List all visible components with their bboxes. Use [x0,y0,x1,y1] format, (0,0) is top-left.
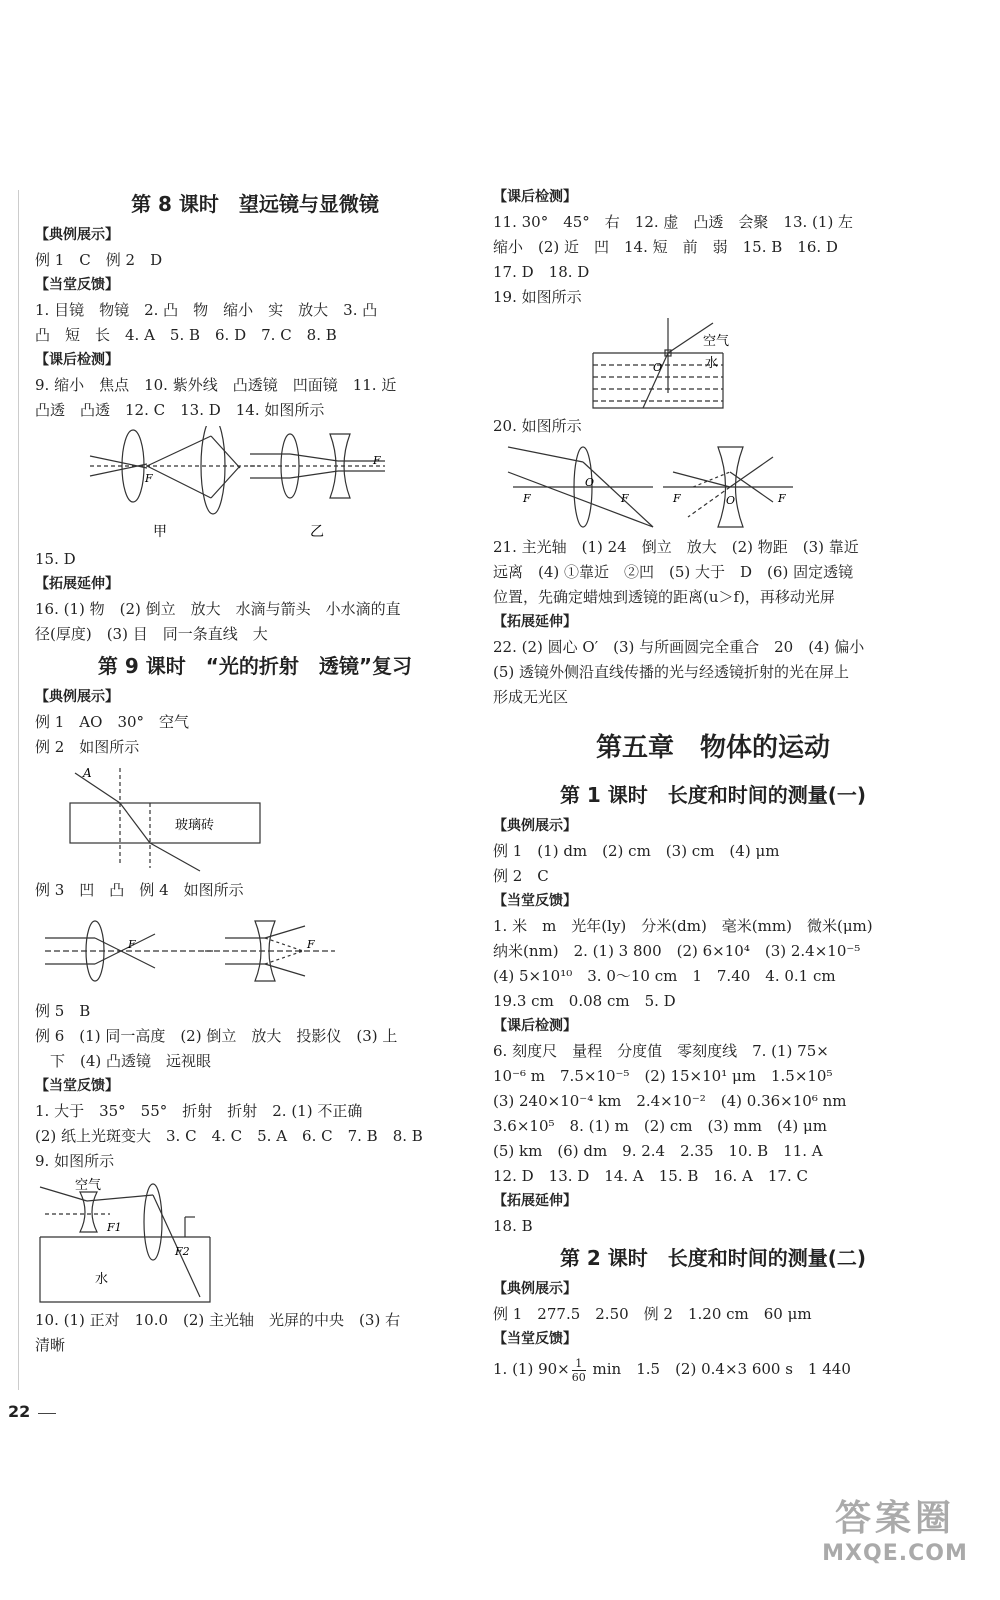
fig-label-air: 空气 [75,1178,102,1193]
fig-label-F2: F2 [175,1245,190,1258]
fig-label-water: 水 [705,356,719,371]
answer-line: 12. D 13. D 14. A 15. B 16. A 17. C [493,1167,808,1185]
answer-line: 1. 目镜 物镜 2. 凸 物 缩小 实 放大 3. 凸 [35,301,378,319]
section-tag: 【拓展延伸】 [493,1193,577,1209]
section-tag: 【课后检测】 [35,352,119,368]
fig-label-yi: 乙 [310,524,324,540]
binding-line [18,190,19,1390]
fig-label-F: F [523,492,531,505]
lesson-2-title: 第 2 课时 长度和时间的测量(二) [559,1246,867,1270]
answer-line: 径(厚度) (3) 目 同一条直线 大 [35,625,268,643]
answer-line: 6. 刻度尺 量程 分度值 零刻度线 7. (1) 75× [493,1042,829,1060]
section-tag: 【当堂反馈】 [493,893,577,909]
right-column [493,185,933,1386]
fig-label-jia: 甲 [153,524,167,540]
page-number: 22 [8,1402,31,1421]
section-tag: 【当堂反馈】 [493,1331,577,1347]
answer-line: (3) 240×10⁻⁴ km 2.4×10⁻² (4) 0.36×10⁶ nm [493,1092,847,1110]
answer-text: min 1.5 (2) 0.4×3 600 s 1 440 [587,1360,851,1378]
answer-line: (4) 5×10¹⁰ 3. 0～10 cm 1 7.40 4. 0.1 cm [493,967,836,985]
answer-line: 例 2 C [493,867,549,885]
section-tag: 【典例展示】 [35,227,119,243]
answer-line: 10⁻⁶ m 7.5×10⁻⁵ (2) 15×10¹ μm 1.5×10⁵ [493,1067,833,1085]
fig-label-air: 空气 [703,334,730,349]
fig-label-O: O [653,361,663,374]
answer-line: 1. 米 m 光年(ly) 分米(dm) 毫米(mm) 微米(μm) [493,917,873,935]
fraction-denominator: 60 [571,1370,586,1384]
answer-line: 21. 主光轴 (1) 24 倒立 放大 (2) 物距 (3) 靠近 [493,538,859,556]
answer-line: 16. (1) 物 (2) 倒立 放大 水滴与箭头 小水滴的直 [35,600,401,618]
answer-line: 缩小 (2) 近 凹 14. 短 前 弱 15. B 16. D [493,238,838,256]
answer-line: 凸 短 长 4. A 5. B 6. D 7. C 8. B [35,326,337,344]
lesson-9-title: 第 9 课时 “光的折射 透镜”复习 [97,654,413,678]
section-tag: 【典例展示】 [35,689,119,705]
lesson-1-title: 第 1 课时 长度和时间的测量(一) [559,783,867,807]
chapter-5-title: 第五章 物体的运动 [595,733,830,763]
answer-line: 例 6 (1) 同一高度 (2) 倒立 放大 投影仪 (3) 上 [35,1027,398,1045]
answer-line: 例 1 AO 30° 空气 [35,713,190,731]
answer-line: 凸透 凸透 12. C 13. D 14. 如图所示 [35,401,325,419]
fraction-numerator: 1 [572,1357,586,1371]
answer-line: 例 2 如图所示 [35,738,140,756]
answer-line: 9. 如图所示 [35,1152,115,1170]
watermark [800,1490,990,1566]
section-tag: 【拓展延伸】 [493,614,577,630]
answer-line: (2) 纸上光斑变大 3. C 4. C 5. A 6. C 7. B 8. B [35,1127,423,1145]
answer-line: (5) km (6) dm 9. 2.4 2.35 10. B 11. A [493,1142,823,1160]
fig-label-F: F [778,492,786,505]
answer-line: 例 1 (1) dm (2) cm (3) cm (4) μm [493,842,780,860]
figure-water-tank [493,313,933,411]
fig-label-F: F [621,492,629,505]
figure-example4-lenses [35,906,475,996]
section-tag: 【课后检测】 [493,189,577,205]
section-tag: 【典例展示】 [493,1281,577,1297]
fig-label-water: 水 [95,1272,109,1287]
answer-line: 3.6×10⁵ 8. (1) m (2) cm (3) mm (4) μm [493,1117,827,1135]
fig-label-F: F [145,472,153,485]
watermark-text: 答案圈 [834,1498,955,1539]
answer-line: 11. 30° 45° 右 12. 虚 凸透 会聚 13. (1) 左 [493,213,854,231]
answer-line: 例 5 B [35,1002,91,1020]
section-tag: 【课后检测】 [493,1018,577,1034]
answer-line: 19. 如图所示 [493,288,582,306]
answer-text: 1. (1) 90× [493,1360,570,1378]
section-tag: 【当堂反馈】 [35,1078,119,1094]
fig-label-glass: 玻璃砖 [175,818,215,833]
answer-line: 纳米(nm) 2. (1) 3 800 (2) 6×10⁴ (3) 2.4×10⁻⁵ [493,942,861,960]
fig-label-F1: F1 [107,1221,122,1234]
answer-line: (5) 透镜外侧沿直线传播的光与经透镜折射的光在屏上 [493,663,850,681]
answer-line: 19.3 cm 0.08 cm 5. D [493,992,676,1010]
watermark-url: MXQE.COM [822,1541,968,1566]
figure-air-water-lenses [35,1177,475,1305]
section-tag: 【典例展示】 [493,818,577,834]
section-tag: 【当堂反馈】 [35,277,119,293]
figure-telescope-lens-diagram [35,426,475,544]
footer-rule [38,1413,56,1414]
answer-line: 9. 缩小 焦点 10. 紫外线 凸透镜 凹面镜 11. 近 [35,376,397,394]
fraction [572,1357,586,1384]
answer-line: 1. 大于 35° 55° 折射 折射 2. (1) 不正确 [35,1102,363,1120]
answer-line: 例 1 277.5 2.50 例 2 1.20 cm 60 μm [493,1305,812,1323]
answer-line: 例 3 凹 凸 例 4 如图所示 [35,881,244,899]
fig-label-F: F [673,492,681,505]
answer-line: 例 1 C 例 2 D [35,251,163,269]
answer-line: 15. D [35,550,76,568]
answer-line: 形成无光区 [493,688,569,706]
answer-line: 18. B [493,1217,533,1235]
lesson-8-title: 第 8 课时 望远镜与显微镜 [131,192,379,216]
fig-label-O: O [726,494,736,507]
fig-label-F: F [307,938,315,951]
fig-label-O: O [585,476,595,489]
answer-line: 20. 如图所示 [493,417,582,435]
answer-line: 10. (1) 正对 10.0 (2) 主光轴 光屏的中央 (3) 右 [35,1311,401,1329]
left-column [35,185,475,1358]
figure-glass-brick [35,763,475,875]
answer-line-fraction [493,1352,933,1386]
answer-line: 下 (4) 凸透镜 远视眼 [35,1052,212,1070]
answer-line: 位置，先确定蜡烛到透镜的距离(u＞f)，再移动光屏 [493,588,835,606]
answer-line: 清晰 [35,1336,66,1354]
fig-label-A: A [83,766,92,780]
fig-label-F: F [373,454,381,467]
answer-line: 17. D 18. D [493,263,590,281]
section-tag: 【拓展延伸】 [35,576,119,592]
answer-line: 远离 (4) ①靠近 ②凹 (5) 大于 D (6) 固定透镜 [493,563,854,581]
answer-line: 22. (2) 圆心 O′ (3) 与所画圆完全重合 20 (4) 偏小 [493,638,865,656]
fig-label-F: F [128,938,136,951]
figure-q20-lenses [493,442,933,532]
